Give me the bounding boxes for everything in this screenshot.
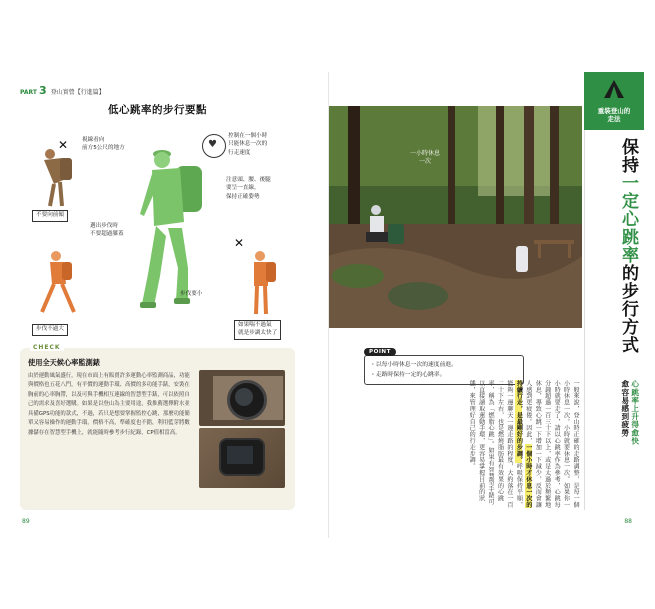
bad-tip-breath: 如果喘不過氣 就是步調太快了 — [234, 320, 281, 340]
section-sublabel: 【行進篇】 — [74, 89, 105, 96]
forest-scene — [328, 106, 582, 328]
left-page — [10, 72, 328, 538]
smartwatch-photo — [199, 370, 285, 426]
page-number-left: 89 — [22, 518, 30, 525]
title-part-a: 保持 — [618, 138, 638, 174]
tip-small-step: 步伐要小 — [180, 291, 203, 297]
hiker-breathless-figure — [246, 248, 280, 318]
check-tag: CHECK — [30, 344, 64, 351]
side-divider — [584, 130, 585, 510]
body-text-b: 呼吸保持平順，能夠一邊聊天一邊走路的程度，大約落在一百二十下左右，也是燃燒脂肪最有效果的心跳率，稱為「燃脂心跳」。如果有智慧型手錶可以直接讀取運動手環，更容易掌握目前的狀態，來管理好自己的行走步調。 — [468, 380, 523, 508]
photo-caption: 一小時休息一次 — [410, 150, 441, 165]
bad-tip-stride: 步伐不過大 — [32, 324, 68, 336]
page-number-right: 88 — [624, 518, 632, 525]
part-label: PART — [20, 89, 37, 96]
fitness-band-photo — [199, 428, 285, 488]
page-title — [596, 138, 636, 354]
tip-gaze: 視線看向 前方5公尺的地方 — [82, 137, 125, 152]
page-header — [20, 84, 105, 97]
heart-monitor-icon: ♥ — [202, 134, 226, 158]
point-box — [364, 338, 524, 385]
subheading-line2: 愈容易感到疲勞 — [620, 380, 630, 437]
wrong-mark-icon: ✕ — [58, 138, 69, 152]
point-tag: POINT — [364, 348, 396, 356]
hiker-wide-stride-figure — [38, 248, 78, 318]
body-highlight: 一個小時才休息一次的持續行走，是最剛好的步調。 — [515, 380, 532, 508]
check-title: 使用全天候心率監測錶 — [28, 358, 100, 367]
title-part-b: 的步行方式 — [618, 264, 638, 354]
tip-stride: 邁出步伐時 不要超過膝蓋 — [90, 223, 124, 238]
book-spread — [10, 72, 644, 538]
hiker-leaning-figure — [32, 144, 78, 208]
subheading-line1: 心跳率上升得愈快 — [630, 380, 640, 445]
right-page — [328, 72, 644, 538]
body-text-a: 一般來說，登山時正確的走路調整，是每一個小時休息一次。小時就要休息一次。如果你一小時就要走了，請以心跳率作為參考，心跳每分鐘超過一百三十下以上，或是太過於頻繁地休息，導致心跳一下增加一下減少，反而會讓人感到更疲倦。因此， — [524, 380, 579, 508]
bad-tip-lean: 不要向前傾 — [32, 210, 68, 222]
title-highlight: 一定心跳率 — [618, 174, 638, 264]
tip-heart-rate: 控制在一個小時 只能休息一次的 行走速度 — [228, 133, 268, 156]
forest-rest-photo — [328, 106, 582, 328]
section-band-label: 重裝登山的 走法 — [597, 107, 631, 123]
point-item: ・走路時保持一定的心跳率。 — [370, 371, 446, 378]
body-text — [362, 380, 580, 508]
check-body-text: 由於運動風氣盛行，現在市面上有販賣許多運動心率監測商品，功能與價格也五花八門，有平價的運動手環、高價的多功能手錶，安裝在胸前的心率胸帶，以及可與手機相互連線的智慧型手錶，可以依照自己的需求及喜好選購。如果是以登山為主要用途，我推薦選擇附水並具備GPS功能的款式，不過，若只是想要掌握監控心跳，那麼功能簡單又容易操作的運動手環，價格不高，準確度也不錯，利用藍芽將數據儲存在智慧型手機上，就能隨時參考步行紀錄，CP值相當高。 — [28, 373, 190, 436]
part-number: 3 — [38, 84, 47, 97]
diagram-title: 低心跳率的步行要點 — [108, 104, 207, 116]
subheading — [620, 380, 640, 445]
gutter-line — [328, 72, 329, 538]
tip-posture: 注意頭、腰、後腿 要呈一直線， 保持正確姿勢 — [226, 177, 271, 200]
section-label: 登山實營 — [50, 89, 75, 96]
point-item: ・以每小時休息一次的速度前進。 — [370, 362, 457, 368]
wrong-mark-icon: ✕ — [234, 236, 245, 250]
tent-icon — [602, 78, 626, 102]
